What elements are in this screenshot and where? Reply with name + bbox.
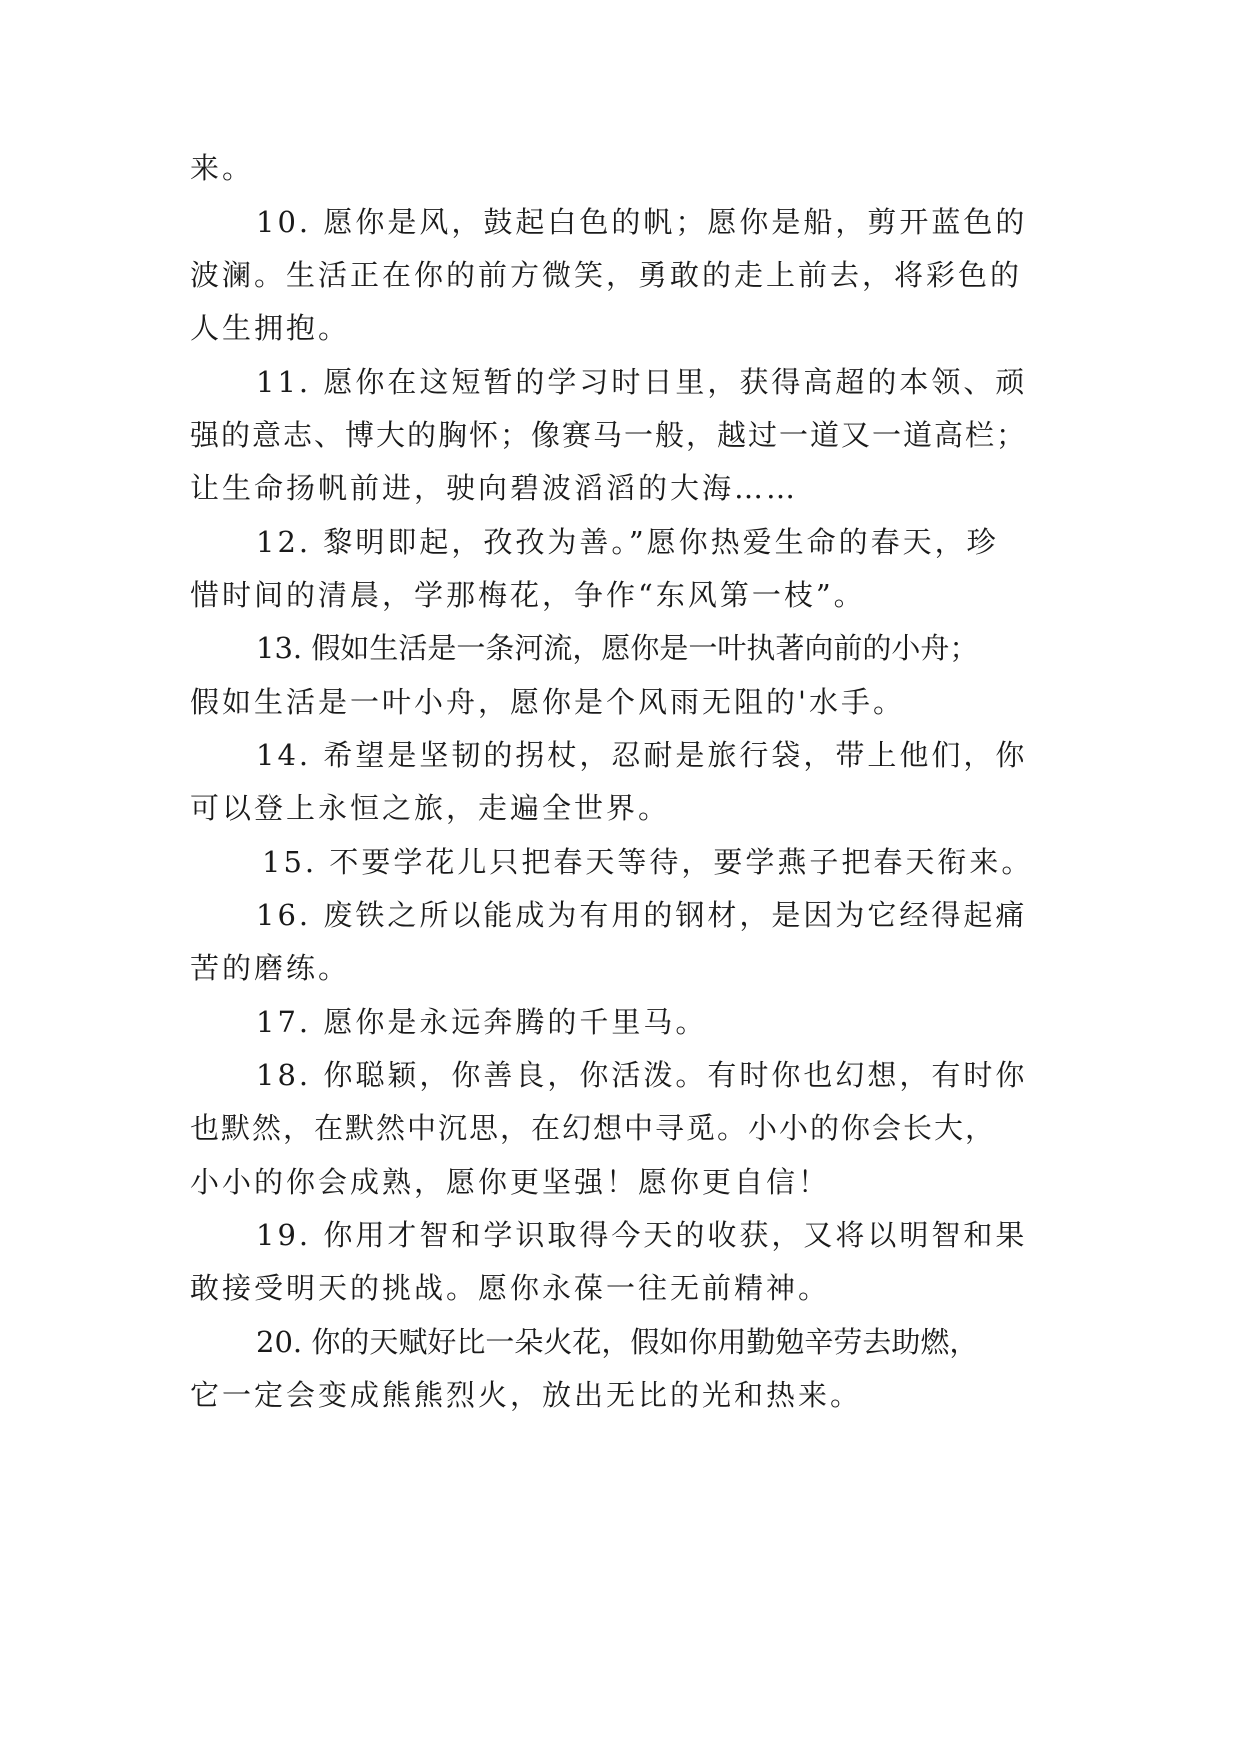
item-12-line-1: 12. 黎明即起，孜孜为善。”愿你热爱生命的春天，珍 — [256, 525, 999, 559]
item-12-line-2: 惜时间的清晨，学那梅花，争作“东风第一枝”。 — [190, 578, 866, 612]
item-19-line-2: 敢接受明天的挑战。愿你永葆一往无前精神。 — [190, 1271, 831, 1305]
item-18-line-1: 18. 你聪颖，你善良，你活泼。有时你也幻想，有时你 — [256, 1058, 1028, 1092]
item-10-line-1: 10. 愿你是风，鼓起白色的帆；愿你是船，剪开蓝色的 — [256, 205, 1028, 239]
item-10-line-3: 人生拥抱。 — [190, 311, 351, 345]
item-20-line-1: 20. 你的天赋好比一朵火花，假如你用勤勉辛劳去助燃， — [256, 1325, 979, 1359]
item-10-line-2: 波澜。生活正在你的前方微笑，勇敢的走上前去，将彩色的 — [190, 258, 1023, 292]
item-17-line-1: 17. 愿你是永远奔腾的千里马。 — [256, 1005, 708, 1039]
item-16-line-2: 苦的磨练。 — [190, 951, 351, 985]
item-14-line-1: 14. 希望是坚韧的拐杖，忍耐是旅行袋，带上他们，你 — [256, 738, 1028, 772]
text-line-1: 来。 — [190, 151, 255, 185]
item-18-line-2: 也默然，在默然中沉思，在幻想中寻觅。小小的你会长大， — [190, 1111, 997, 1145]
item-11-line-3: 让生命扬帆前进，驶向碧波滔滔的大海…… — [190, 471, 799, 505]
item-14-line-2: 可以登上永恒之旅，走遍全世界。 — [190, 791, 671, 825]
item-11-line-1: 11. 愿你在这短暂的学习时日里，获得高超的本领、顽 — [256, 365, 1028, 399]
item-18-line-3: 小小的你会成熟，愿你更坚强！愿你更自信！ — [190, 1165, 831, 1199]
item-20-line-2: 它一定会变成熊熊烈火，放出无比的光和热来。 — [190, 1378, 863, 1412]
item-11-line-2: 强的意志、博大的胸怀；像赛马一般，越过一道又一道高栏； — [190, 418, 1028, 452]
item-13-line-2: 假如生活是一叶小舟，愿你是个风雨无阻的'水手。 — [190, 685, 905, 719]
item-16-line-1: 16. 废铁之所以能成为有用的钢材，是因为它经得起痛 — [256, 898, 1028, 932]
item-13-line-1: 13. 假如生活是一条河流，愿你是一叶执著向前的小舟； — [256, 631, 979, 665]
item-15-line-1: 15. 不要学花儿只把春天等待，要学燕子把春天衔来。 — [262, 845, 1034, 879]
item-19-line-1: 19. 你用才智和学识取得今天的收获，又将以明智和果 — [256, 1218, 1028, 1252]
